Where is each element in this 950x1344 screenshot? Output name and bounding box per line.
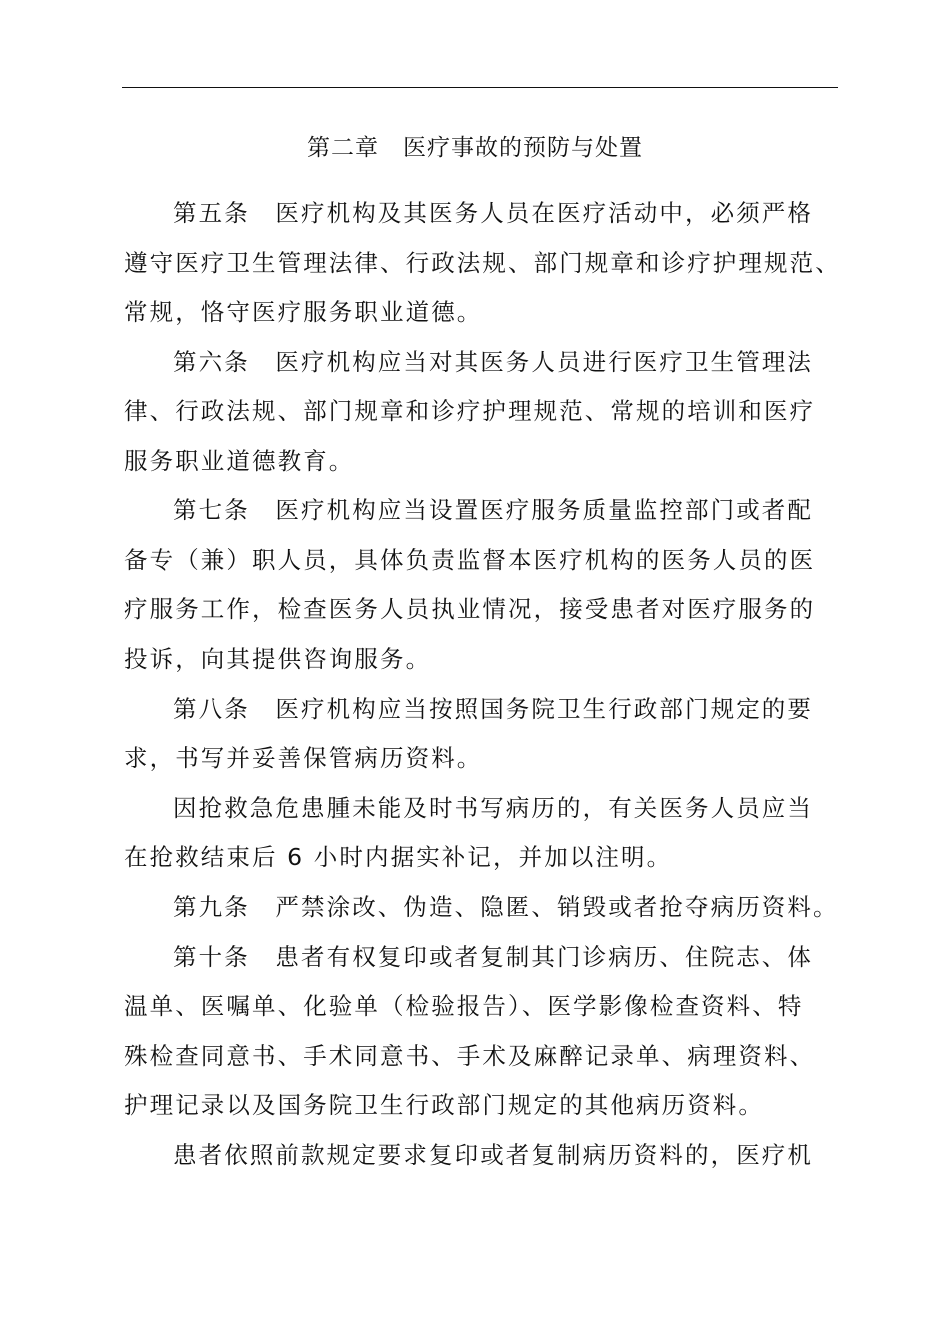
text-line: 第五条 医疗机构及其医务人员在医疗活动中，必须严格 (173, 199, 813, 227)
text-line: 护理记录以及国务院卫生行政部门规定的其他病历资料。 (124, 1091, 764, 1119)
text-line: 遵守医疗卫生管理法律、行政法规、部门规章和诊疗护理规范、 (124, 249, 841, 277)
text-line: 在抢救结束后 6 小时内据实补记，并加以注明。 (124, 843, 673, 871)
text-line: 备专（兼）职人员，具体负责监督本医疗机构的医务人员的医 (124, 546, 816, 574)
text-line: 温单、医嘱单、化验单（检验报告）、医学影像检查资料、特 (124, 992, 804, 1020)
text-line: 常规，恪守医疗服务职业道德。 (124, 298, 483, 326)
text-line: 第七条 医疗机构应当设置医疗服务质量监控部门或者配 (173, 496, 813, 524)
text-line: 患者依照前款规定要求复印或者复制病历资料的，医疗机 (173, 1141, 813, 1169)
text-line: 求，书写并妥善保管病历资料。 (124, 744, 483, 772)
text-line: 第八条 医疗机构应当按照国务院卫生行政部门规定的要 (173, 695, 813, 723)
text-line: 第十条 患者有权复印或者复制其门诊病历、住院志、体 (173, 943, 813, 971)
text-line: 第九条 严禁涂改、伪造、隐匿、销毁或者抢夺病历资料。 (173, 893, 839, 921)
text-line: 因抢救急危患腫未能及时书写病历的，有关医务人员应当 (173, 794, 813, 822)
chapter-title: 第二章 医疗事故的预防与处置 (307, 135, 643, 161)
text-line: 殊检查同意书、手术同意书、手术及麻醉记录单、病理资料、 (124, 1042, 816, 1070)
text-line: 服务职业道德教育。 (124, 447, 355, 475)
text-line: 投诉，向其提供咨询服务。 (124, 645, 432, 673)
text-line: 律、行政法规、部门规章和诊疗护理规范、常规的培训和医疗 (124, 397, 816, 425)
header-rule (122, 87, 838, 88)
text-line: 疗服务工作，检查医务人员执业情况，接受患者对医疗服务的 (124, 595, 816, 623)
text-line: 第六条 医疗机构应当对其医务人员进行医疗卫生管理法 (173, 348, 813, 376)
